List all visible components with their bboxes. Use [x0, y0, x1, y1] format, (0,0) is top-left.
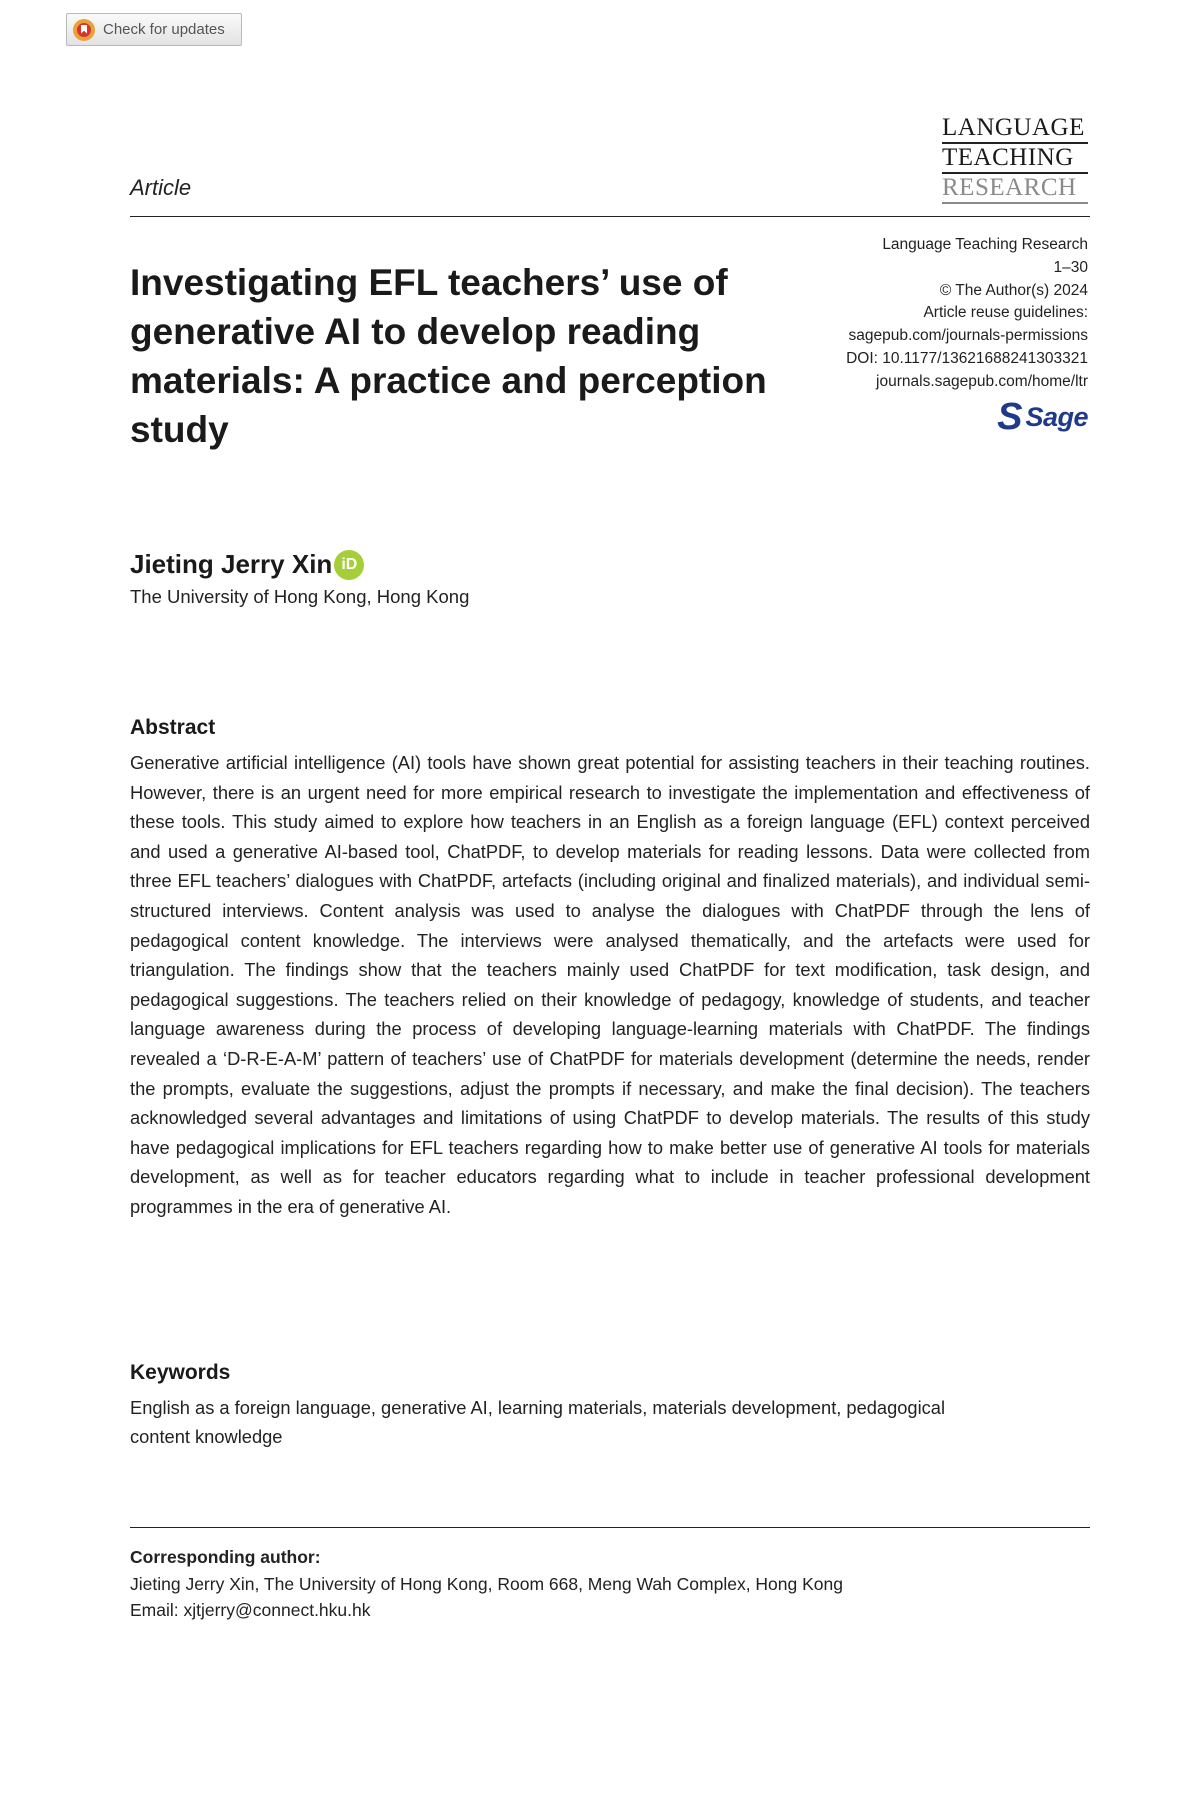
page-range: 1–30: [1053, 258, 1088, 276]
bookmark-icon: [73, 19, 95, 41]
corresponding-author-address: Jieting Jerry Xin, The University of Hong Kong, Room 668, Meng Wah Complex, Hong Kong: [130, 1573, 843, 1594]
article-metadata: [728, 234, 1088, 394]
author-name-row: [130, 549, 469, 580]
journal-name: Language Teaching Research: [882, 236, 1088, 253]
reuse-link[interactable]: sagepub.com/journals-permissions: [848, 327, 1088, 345]
abstract-text: Generative artificial intelligence (AI) tools have shown great potential for assisting teachers in their teaching routines. However, there is an urgent need for more empirical research to investigate the implementation and effectiveness of these tools. This study aimed to explore how teachers in an English as a foreign language (EFL) context perceived and used a generative AI-based tool, ChatPDF, to develop materials for reading lessons. Data were collected from three EFL teachers’ dialogues with ChatPDF, artefacts (including original and finalized materials), and individual semi-structured interviews. Content analysis was used to analyse the dialogues with ChatPDF through the lens of pedagogical content knowledge. The interviews were analysed thematically, and the artefacts were used for triangulation. The findings show that the teachers mainly used ChatPDF for text modification, task design, and pedagogical suggestions. The teachers relied on their knowledge of pedagogy, knowledge of students, and teacher language awareness during the process of developing language-learning materials with ChatPDF. The findings revealed a ‘D-R-E-A-M’ pattern of teachers’ use of ChatPDF for materials development (determine the needs, render the prompts, evaluate the suggestions, adjust the prompts if necessary, and make the final decision). The teachers acknowledged several advantages and limitations of using ChatPDF to develop materials. The results of this study have pedagogical implications for EFL teachers regarding how to make better use of generative AI tools for materials development, as well as for teacher educators regarding what to include in teacher professional development programmes in the era of generative AI.: [130, 752, 1090, 1217]
check-for-updates-label: Check for updates: [103, 21, 225, 38]
orcid-icon[interactable]: iD: [334, 550, 364, 580]
check-for-updates-button[interactable]: [66, 13, 242, 46]
doi-link[interactable]: DOI: 10.1177/13621688241303321: [846, 349, 1088, 367]
footnote-divider: [130, 1527, 1090, 1528]
keywords-heading: Keywords: [130, 1361, 231, 1384]
journal-logo-line-3: RESEARCH: [942, 174, 1088, 204]
reuse-label: Article reuse guidelines:: [923, 304, 1088, 322]
corresponding-author-heading: Corresponding author:: [130, 1547, 321, 1567]
journal-url-link[interactable]: journals.sagepub.com/home/ltr: [876, 372, 1088, 390]
journal-logo: [942, 114, 1088, 204]
abstract-heading: Abstract: [130, 716, 216, 739]
journal-logo-line-2: TEACHING: [942, 144, 1088, 174]
corresponding-author-email[interactable]: Email: xjtjerry@connect.hku.hk: [130, 1600, 371, 1620]
sage-logo-word: Sage: [1025, 401, 1088, 432]
sage-logo-icon: S: [997, 396, 1023, 438]
copyright-notice: © The Author(s) 2024: [939, 281, 1088, 299]
journal-logo-line-1: LANGUAGE: [942, 114, 1088, 144]
article-type: Article: [130, 175, 192, 200]
publisher-logo: [997, 398, 1088, 436]
author-name: Jieting Jerry Xin: [130, 549, 333, 579]
header-divider: [130, 216, 1090, 217]
author-block: [130, 549, 469, 608]
article-title: Investigating EFL teachers’ use of generative AI to develop reading materials: A practice and perception study: [130, 262, 767, 450]
corresponding-author-block: [130, 1544, 843, 1624]
author-affiliation: The University of Hong Kong, Hong Kong: [130, 586, 470, 607]
keywords-text: English as a foreign language, generative AI, learning materials, materials development, pedagogical content knowledge: [130, 1397, 946, 1447]
